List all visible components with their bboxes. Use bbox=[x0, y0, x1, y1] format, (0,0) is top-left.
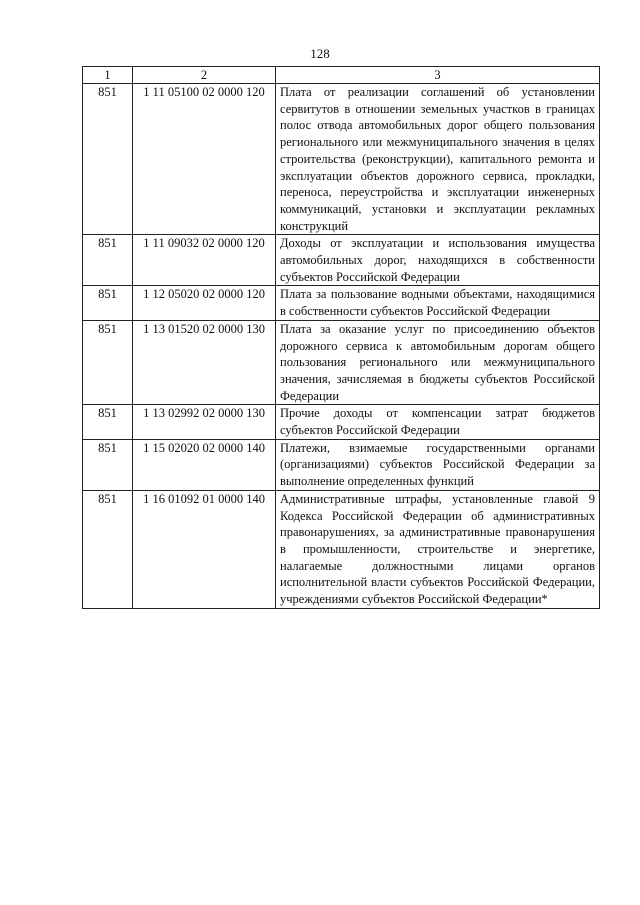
admin-code-cell: 851 bbox=[83, 439, 133, 490]
admin-code-cell: 851 bbox=[83, 320, 133, 405]
revenue-description-cell: Доходы от эксплуатации и использования имущества автомобильных дорог, находящихся в собственности субъектов Российской Федерации bbox=[276, 235, 600, 286]
column-header-3: 3 bbox=[276, 67, 600, 84]
table-row bbox=[83, 286, 600, 320]
revenue-table bbox=[82, 66, 600, 609]
table-row bbox=[83, 490, 600, 608]
kbk-code-cell: 1 11 05100 02 0000 120 bbox=[133, 84, 276, 235]
revenue-description-cell: Административные штрафы, установленные главой 9 Кодекса Российской Федерации об административных правонарушениях, за административные правонарушения в промышленности, строительстве и энергетике, налагаемые должностными лицами органов исполнительной власти субъектов Российской Федерации, учреждениями субъектов Российской Федерации* bbox=[276, 490, 600, 608]
revenue-description-cell: Плата за оказание услуг по присоединению объектов дорожного сервиса к автомобильным дорогам общего пользования регионального или межмуниципального значения, зачисляемая в бюджеты субъектов Российской Федерации bbox=[276, 320, 600, 405]
table-row bbox=[83, 405, 600, 439]
revenue-description-cell: Платежи, взимаемые государственными органами (организациями) субъектов Российской Федерации за выполнение определенных функций bbox=[276, 439, 600, 490]
table-row bbox=[83, 235, 600, 286]
revenue-description-cell: Плата от реализации соглашений об установлении сервитутов в отношении земельных участков в границах полос отвода автомобильных дорог общего пользования регионального или межмуниципального значения в целях строительства (реконструкции), капитального ремонта и эксплуатации объектов дорожного сервиса, прокладки, переноса, переустройства и эксплуатации инженерных коммуникаций, установки и эксплуатации рекламных конструкций bbox=[276, 84, 600, 235]
column-header-1: 1 bbox=[83, 67, 133, 84]
table-row bbox=[83, 84, 600, 235]
column-header-2: 2 bbox=[133, 67, 276, 84]
kbk-code-cell: 1 13 01520 02 0000 130 bbox=[133, 320, 276, 405]
admin-code-cell: 851 bbox=[83, 235, 133, 286]
admin-code-cell: 851 bbox=[83, 490, 133, 608]
admin-code-cell: 851 bbox=[83, 84, 133, 235]
table-row bbox=[83, 439, 600, 490]
admin-code-cell: 851 bbox=[83, 286, 133, 320]
revenue-description-cell: Плата за пользование водными объектами, находящимися в собственности субъектов Российской Федерации bbox=[276, 286, 600, 320]
kbk-code-cell: 1 16 01092 01 0000 140 bbox=[133, 490, 276, 608]
kbk-code-cell: 1 12 05020 02 0000 120 bbox=[133, 286, 276, 320]
admin-code-cell: 851 bbox=[83, 405, 133, 439]
page-number: 128 bbox=[310, 46, 330, 61]
table-row bbox=[83, 320, 600, 405]
table-header-row bbox=[83, 67, 600, 84]
kbk-code-cell: 1 13 02992 02 0000 130 bbox=[133, 405, 276, 439]
kbk-code-cell: 1 11 09032 02 0000 120 bbox=[133, 235, 276, 286]
revenue-description-cell: Прочие доходы от компенсации затрат бюджетов субъектов Российской Федерации bbox=[276, 405, 600, 439]
kbk-code-cell: 1 15 02020 02 0000 140 bbox=[133, 439, 276, 490]
